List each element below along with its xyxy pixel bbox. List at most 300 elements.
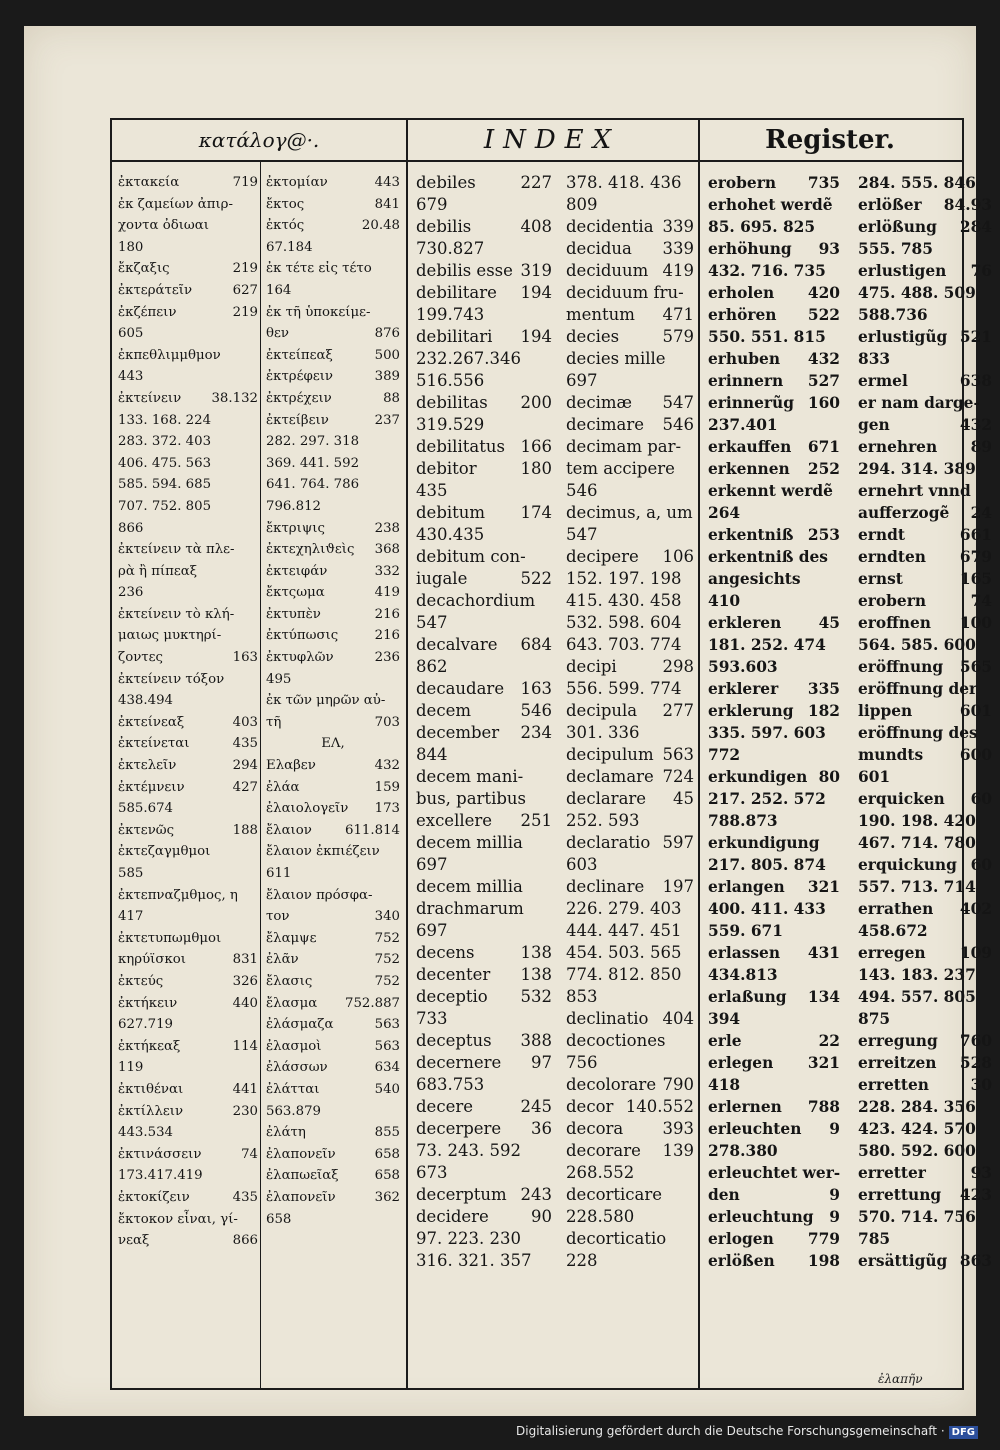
entry-term: debilis (416, 217, 472, 236)
entry-term: erklerer (708, 680, 779, 698)
entry-term: μαιως μυκτηρί- (118, 628, 222, 644)
entry-term: excellere (416, 811, 493, 830)
entry-pages: 432 (374, 758, 400, 774)
index-entry (566, 1184, 694, 1206)
entry-pages: 252 (807, 460, 840, 478)
index-entry (708, 568, 840, 590)
index-entry (416, 1052, 552, 1074)
index-entry (416, 656, 552, 678)
index-entry (266, 885, 400, 907)
index-entry (416, 920, 552, 942)
entry-term: ζοντες (118, 650, 163, 666)
entry-term: 788.873 (708, 812, 778, 830)
index-entry (708, 722, 840, 744)
entry-term: 580. 592. 600 (858, 1142, 976, 1160)
entry-term: decorare (566, 1141, 641, 1160)
index-entry (416, 1206, 552, 1228)
entry-term: ἔκτςωμα (266, 585, 325, 601)
entry-pages: 393 (662, 1119, 694, 1138)
entry-pages: 93 (818, 240, 840, 258)
entry-pages: 134 (807, 988, 840, 1006)
entry-pages: 440 (232, 995, 258, 1011)
entry-pages: 106 (662, 547, 694, 566)
entry-term: 603 (566, 855, 598, 874)
entry-pages: 565 (959, 658, 992, 676)
entry-term: debilis esse (416, 261, 513, 280)
entry-term: 547 (566, 525, 598, 544)
entry-term: decolorare (566, 1075, 657, 1094)
index-entry (266, 1014, 400, 1036)
entry-pages: 100 (959, 614, 992, 632)
index-entry (118, 1122, 258, 1144)
entry-term: debitor (416, 459, 477, 478)
entry-pages: 532 (520, 987, 552, 1006)
entry-term: 559. 671 (708, 922, 783, 940)
entry-term: 443.534 (118, 1125, 173, 1141)
index-entry (858, 832, 992, 854)
entry-term: νεαξ (118, 1233, 150, 1249)
index-entry (708, 942, 840, 964)
index-entry (566, 216, 694, 238)
entry-term: errathen (858, 900, 934, 918)
entry-term: erregen (858, 944, 926, 962)
entry-term: erleuchten (708, 1120, 802, 1138)
entry-term: 438.494 (118, 693, 173, 709)
index-entry (566, 832, 694, 854)
entry-term: ἐκτεζαγμθμοι (118, 844, 211, 860)
index-entry (416, 832, 552, 854)
index-entry (118, 302, 258, 324)
entry-term: 294. 314. 389 (858, 460, 976, 478)
index-entry (708, 370, 840, 392)
index-entry (708, 1162, 840, 1184)
index-entry (416, 436, 552, 458)
entry-term: decidere (416, 1207, 489, 1226)
entry-pages: 219 (232, 261, 258, 277)
entry-term: ἔκτοκον εἶναι, γί- (118, 1211, 238, 1227)
entry-pages: 402 (959, 900, 992, 918)
entry-term: ἔκζαξις (118, 261, 170, 277)
index-entry (416, 1008, 552, 1030)
dfg-logo: DFG (949, 1426, 978, 1439)
index-entry (266, 690, 400, 712)
index-entry (858, 942, 992, 964)
entry-term: erobern (858, 592, 927, 610)
index-entry (118, 1057, 258, 1079)
entry-pages: 679 (959, 548, 992, 566)
entry-pages: 165 (959, 570, 992, 588)
entry-pages: 163 (520, 679, 552, 698)
index-entry (118, 323, 258, 345)
index-entry (708, 480, 840, 502)
entry-term: 444. 447. 451 (566, 921, 682, 940)
entry-pages: 435 (232, 1189, 258, 1205)
entry-term: ernehrt vnnd (858, 482, 971, 500)
index-entry (566, 458, 694, 480)
index-entry (266, 237, 400, 259)
index-entry (708, 502, 840, 524)
divider-greek-inner (260, 162, 261, 1388)
index-entry (118, 863, 258, 885)
entry-term: 495 (266, 671, 292, 687)
index-entry (416, 524, 552, 546)
entry-term: decimæ (566, 393, 632, 412)
entry-pages: 180 (520, 459, 552, 478)
entry-pages: 74 (970, 592, 992, 610)
index-entry (118, 280, 258, 302)
entry-term: decaudare (416, 679, 505, 698)
index-entry (266, 798, 400, 820)
entry-term: 236 (118, 585, 144, 601)
latin-column-2 (566, 172, 694, 1384)
entry-term: 400. 411. 433 (708, 900, 826, 918)
entry-term: 268.552 (566, 1163, 635, 1182)
entry-term: erlegen (708, 1054, 774, 1072)
index-entry (416, 304, 552, 326)
entry-term: erkennt werdẽ (708, 482, 833, 500)
entry-term: declarare (566, 789, 647, 808)
entry-term: ἔκτος (266, 196, 305, 212)
entry-term: ἔλασμα (266, 995, 318, 1011)
index-entry (566, 722, 694, 744)
index-entry (416, 458, 552, 480)
index-entry (858, 436, 992, 458)
entry-term: 564. 585. 600 (858, 636, 976, 654)
entry-term: decimare (566, 415, 644, 434)
entry-term: 550. 551. 815 (708, 328, 826, 346)
index-entry (416, 766, 552, 788)
entry-pages: 326 (232, 973, 258, 989)
entry-pages: 528 (959, 1054, 992, 1072)
index-entry (416, 194, 552, 216)
index-entry (416, 612, 552, 634)
index-entry (566, 590, 694, 612)
index-entry (566, 1030, 694, 1052)
index-entry (566, 1118, 694, 1140)
entry-term: erkundigen (708, 768, 808, 786)
entry-term: 284. 555. 846 (858, 174, 976, 192)
entry-term: decorticare (566, 1185, 663, 1204)
entry-term: declinatio (566, 1009, 649, 1028)
entry-term: debilitari (416, 327, 493, 346)
entry-term: deciduum (566, 261, 649, 280)
entry-term: erquickung (858, 856, 957, 874)
entry-pages: 20.48 (361, 218, 400, 234)
index-entry (858, 414, 992, 436)
latin-column-1 (416, 172, 552, 1384)
index-entry (858, 986, 992, 1008)
entry-pages: 80 (818, 768, 840, 786)
entry-term: ἐλαπωεῖαξ (266, 1168, 339, 1184)
index-entry (266, 366, 400, 388)
entry-term: erkentniß des (708, 548, 828, 566)
entry-pages: 389 (374, 369, 400, 385)
entry-pages: 9 (829, 1208, 840, 1226)
index-entry (118, 1209, 258, 1231)
entry-pages: 563 (374, 1017, 400, 1033)
entry-pages: 109 (959, 944, 992, 962)
entry-pages: 671 (807, 438, 840, 456)
index-entry (708, 832, 840, 854)
entry-term: 417 (118, 909, 144, 925)
entry-term: erlustigen (858, 262, 947, 280)
entry-term: ἐκτρέφειν (266, 369, 334, 385)
entry-term: 432. 716. 735 (708, 262, 826, 280)
index-entry (708, 304, 840, 326)
entry-term: debilitas (416, 393, 488, 412)
entry-term: debilitatus (416, 437, 505, 456)
index-entry (416, 1030, 552, 1052)
entry-pages: 611.814 (345, 822, 400, 838)
entry-term: 532. 598. 604 (566, 613, 682, 632)
entry-term: 785 (858, 1230, 891, 1248)
entry-pages: 547 (662, 393, 694, 412)
index-entry (266, 733, 400, 755)
divider-latin-german (698, 120, 700, 1388)
index-entry (266, 1144, 400, 1166)
entry-term: declaratio (566, 833, 651, 852)
index-entry (266, 949, 400, 971)
latin-heading: INDEX (483, 125, 621, 155)
entry-term: er nam darge- (858, 394, 980, 412)
index-entry (566, 436, 694, 458)
index-entry (708, 964, 840, 986)
entry-term: angesichts (708, 570, 801, 588)
entry-pages: 563 (374, 1038, 400, 1054)
index-entry (118, 820, 258, 842)
entry-pages: 198 (807, 1252, 840, 1270)
entry-term: ἐκτέμνειν (118, 779, 185, 795)
index-entry (118, 993, 258, 1015)
entry-term: 641. 764. 786 (266, 477, 360, 493)
entry-pages: 200 (520, 393, 552, 412)
index-entry (118, 625, 258, 647)
index-entry (416, 700, 552, 722)
index-entry (118, 647, 258, 669)
entry-term: 707. 752. 805 (118, 498, 212, 514)
index-entry (858, 194, 992, 216)
entry-pages: 188 (232, 822, 258, 838)
index-entry (266, 410, 400, 432)
entry-term: eröffnung der (858, 680, 978, 698)
index-entry (566, 1162, 694, 1184)
entry-pages: 89 (970, 438, 992, 456)
index-entry (266, 172, 400, 194)
entry-term: 697 (416, 855, 448, 874)
entry-pages: 45 (818, 614, 840, 632)
entry-pages: 139 (662, 1141, 694, 1160)
entry-term: ἐκτείνειν τὸ κλή- (118, 606, 235, 622)
index-entry (266, 345, 400, 367)
entry-term: mundts (858, 746, 924, 764)
entry-term: erkentniß (708, 526, 794, 544)
entry-pages: 841 (374, 196, 400, 212)
entry-term: 264 (708, 504, 741, 522)
index-entry (858, 458, 992, 480)
index-entry (118, 410, 258, 432)
entry-term: 679 (416, 195, 448, 214)
greek-column-1 (118, 172, 258, 1384)
entry-pages: 197 (662, 877, 694, 896)
entry-pages: 138 (520, 943, 552, 962)
entry-term: ἔλαμψε (266, 930, 317, 946)
entry-pages: 245 (520, 1097, 552, 1116)
entry-term: erlernen (708, 1098, 782, 1116)
index-entry (118, 777, 258, 799)
index-entry (708, 524, 840, 546)
entry-term: ἐκτινάσσειν (118, 1146, 202, 1162)
entry-term: ermel (858, 372, 908, 390)
entry-term: decipi (566, 657, 617, 676)
index-entry (118, 518, 258, 540)
index-entry (266, 518, 400, 540)
entry-term: decipula (566, 701, 638, 720)
index-entry (416, 1250, 552, 1272)
index-entry (566, 876, 694, 898)
index-entry (566, 1074, 694, 1096)
index-entry (708, 282, 840, 304)
entry-pages: 540 (374, 1081, 400, 1097)
index-entry (118, 474, 258, 496)
entry-pages: 284 (959, 218, 992, 236)
entry-term: 555. 785 (858, 240, 933, 258)
index-entry (118, 733, 258, 755)
entry-pages: 321 (807, 1054, 840, 1072)
entry-term: erleuchtet wer- (708, 1164, 840, 1182)
entry-pages: 294 (232, 758, 258, 774)
index-entry (566, 1096, 694, 1118)
german-heading: Register. (765, 125, 895, 155)
entry-pages: 60 (970, 790, 992, 808)
entry-term: 228 (566, 1251, 598, 1270)
entry-pages: 251 (520, 811, 552, 830)
entry-term: 237.401 (708, 416, 778, 434)
index-entry (858, 304, 992, 326)
index-entry (118, 690, 258, 712)
index-entry (858, 1228, 992, 1250)
entry-pages: 790 (662, 1075, 694, 1094)
entry-term: Ελαβεν (266, 758, 316, 774)
entry-term: 152. 197. 198 (566, 569, 682, 588)
index-entry (566, 172, 694, 194)
entry-term: 278.380 (708, 1142, 778, 1160)
index-entry (266, 820, 400, 842)
entry-pages: 546 (520, 701, 552, 720)
entry-term: deceptus (416, 1031, 492, 1050)
index-entry (416, 854, 552, 876)
index-entry (708, 1184, 840, 1206)
entry-term: 546 (566, 481, 598, 500)
entry-pages: 166 (520, 437, 552, 456)
entry-term: 394 (708, 1010, 741, 1028)
entry-term: decem millia (416, 833, 523, 852)
index-entry (118, 885, 258, 907)
entry-term: erinnern (708, 372, 784, 390)
entry-term: erhöhung (708, 240, 792, 258)
index-entry (858, 238, 992, 260)
index-entry (566, 744, 694, 766)
index-entry (266, 1057, 400, 1079)
footer-credit (516, 1424, 978, 1439)
entry-term: ἐκτήκεαξ (118, 1038, 181, 1054)
entry-term: 697 (416, 921, 448, 940)
entry-term: debitum con- (416, 547, 526, 566)
entry-term: ἐκτυφλῶν (266, 650, 334, 666)
index-entry (266, 863, 400, 885)
entry-pages: 9 (829, 1186, 840, 1204)
entry-term: 423. 424. 570 (858, 1120, 976, 1138)
index-entry (858, 546, 992, 568)
index-entry (118, 258, 258, 280)
index-entry (858, 1118, 992, 1140)
entry-term: gen (858, 416, 890, 434)
index-entry (858, 920, 992, 942)
entry-term: erkleren (708, 614, 782, 632)
index-entry (118, 906, 258, 928)
entry-term: ἐλασμοὶ (266, 1038, 322, 1054)
entry-pages: 863 (959, 1252, 992, 1270)
german-column-1 (708, 172, 840, 1384)
index-entry (266, 1209, 400, 1231)
index-entry (416, 260, 552, 282)
entry-pages: 236 (374, 650, 400, 666)
entry-term: 415. 430. 458 (566, 591, 682, 610)
entry-pages: 160 (807, 394, 840, 412)
index-entry (266, 604, 400, 626)
entry-term: 774. 812. 850 (566, 965, 682, 984)
entry-pages: 388 (520, 1031, 552, 1050)
index-entry (266, 777, 400, 799)
entry-pages: 163 (232, 650, 258, 666)
index-entry (416, 1228, 552, 1250)
index-entry (118, 561, 258, 583)
index-entry (416, 1074, 552, 1096)
entry-pages: 500 (374, 347, 400, 363)
entry-pages: 298 (662, 657, 694, 676)
entry-pages: 219 (232, 304, 258, 320)
entry-term: erlößung (858, 218, 937, 236)
entry-term: ἔλαιον ἐκπιέζειν (266, 844, 380, 860)
index-entry (708, 986, 840, 1008)
index-entry (708, 612, 840, 634)
index-entry (858, 964, 992, 986)
index-entry (708, 810, 840, 832)
entry-pages: 159 (374, 779, 400, 795)
entry-term: 658 (266, 1211, 292, 1227)
index-entry (566, 656, 694, 678)
index-entry (708, 634, 840, 656)
entry-pages: 855 (374, 1125, 400, 1141)
entry-pages: 24 (970, 504, 992, 522)
index-entry (708, 348, 840, 370)
entry-pages: 362 (374, 1189, 400, 1205)
index-entry (118, 366, 258, 388)
entry-pages: 788 (807, 1098, 840, 1116)
entry-term: χοντα ὀδιωαι (118, 218, 209, 234)
entry-pages: 546 (662, 415, 694, 434)
entry-term: ἐκτελεῖν (118, 758, 177, 774)
index-entry (118, 345, 258, 367)
index-entry (118, 1014, 258, 1036)
entry-term: decem millia (416, 877, 523, 896)
entry-term: 217. 252. 572 (708, 790, 826, 808)
index-entry (416, 678, 552, 700)
entry-term: 454. 503. 565 (566, 943, 682, 962)
index-entry (708, 436, 840, 458)
entry-term: τῆ (266, 714, 282, 730)
entry-term: ἐκτείνειν τόξον (118, 671, 225, 687)
entry-term: ἐκτεπναζμθμος, η (118, 887, 238, 903)
